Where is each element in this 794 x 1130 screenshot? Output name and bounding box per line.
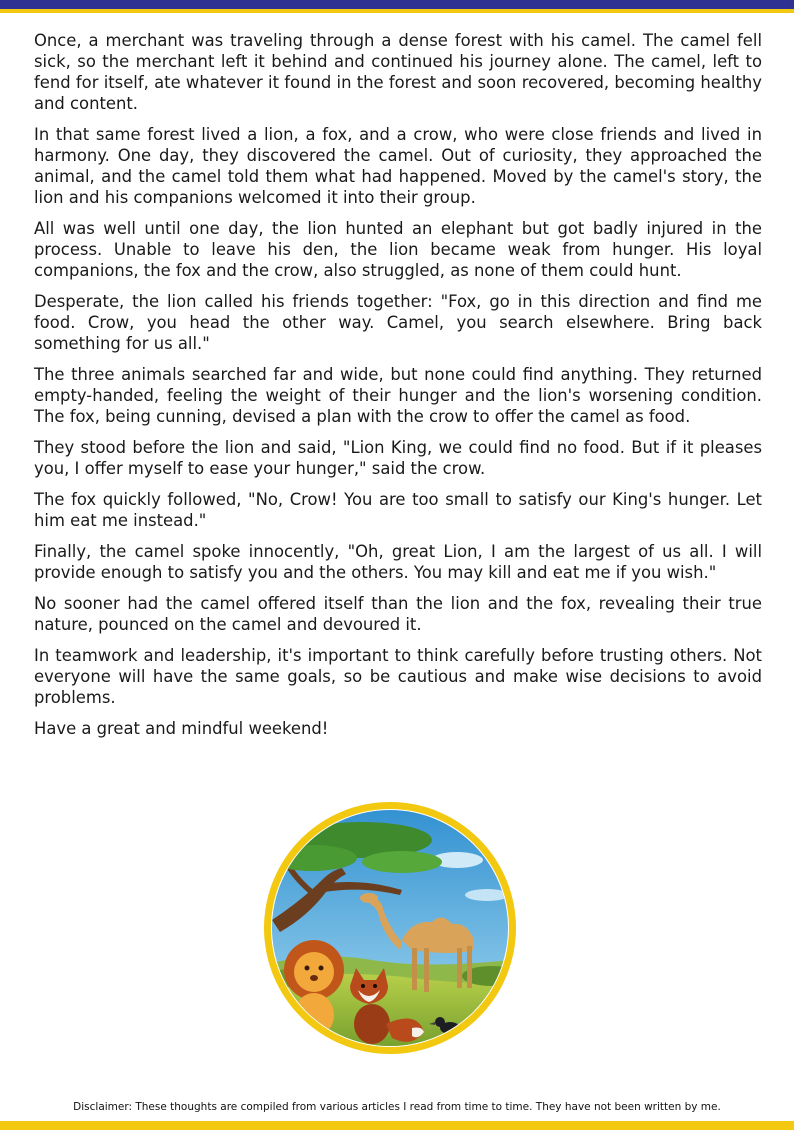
top-header-accent-stripe xyxy=(0,9,794,13)
story-paragraph-8: Finally, the camel spoke innocently, "Oh, great Lion, I am the largest of us all. I will provide enough to satisfy you and the others. You may kill and eat me if you wish." xyxy=(34,542,762,582)
disclaimer-note: Disclaimer: These thoughts are compiled from various articles I read from time to time. They have not been written by me. xyxy=(73,1101,721,1113)
story-paragraph-3: All was well until one day, the lion hunted an elephant but got badly injured in the process. Unable to leave his den, the lion became weak from hunger. His loyal companions, the fox and the crow, also struggled, as none of them could hunt. xyxy=(34,219,762,280)
illustration-tree-canopy xyxy=(362,851,442,873)
story-paragraph-10: In teamwork and leadership, it's important to think carefully before trusting others. Not everyone will have the same goals, so be cautious and make wise decisions to avoid problems. xyxy=(34,646,762,707)
bottom-footer-bar xyxy=(0,1121,794,1130)
story-paragraph-2: In that same forest lived a lion, a fox, and a crow, who were close friends and lived in harmony. One day, they discovered the camel. Out of curiosity, they approached the animal, and the camel told them what had happened. Moved by the camel's story, the lion and his companions welcomed it into their group. xyxy=(34,125,762,207)
story-paragraph-9: No sooner had the camel offered itself than the lion and the fox, revealing their true nature, pounced on the camel and devoured it. xyxy=(34,594,762,634)
story-body xyxy=(34,30,762,749)
story-closing-line: Have a great and mindful weekend! xyxy=(34,719,329,738)
story-paragraph-4: Desperate, the lion called his friends together: "Fox, go in this direction and find me food. Crow, you head the other way. Camel, you search elsewhere. Bring back something for us all." xyxy=(34,292,762,353)
story-paragraph-6: They stood before the lion and said, "Lion King, we could find no food. But if it pleases you, I offer myself to ease your hunger," said the crow. xyxy=(34,438,762,478)
story-paragraph-7: The fox quickly followed, "No, Crow! You are too small to satisfy our King's hunger. Let him eat me instead." xyxy=(34,490,762,530)
story-paragraph-1: Once, a merchant was traveling through a dense forest with his camel. The camel fell sick, so the merchant left it behind and continued his journey alone. The camel, left to fend for itself, ate whatever it found in the forest and soon recovered, becoming healthy and content. xyxy=(34,31,762,113)
story-illustration xyxy=(252,800,528,1056)
story-paragraph-5: The three animals searched far and wide, but none could find anything. They returned empty-handed, feeling the weight of their hunger and the lion's worsening condition. The fox, being cunning, devised a plan with the crow to offer the camel as food. xyxy=(34,365,762,426)
